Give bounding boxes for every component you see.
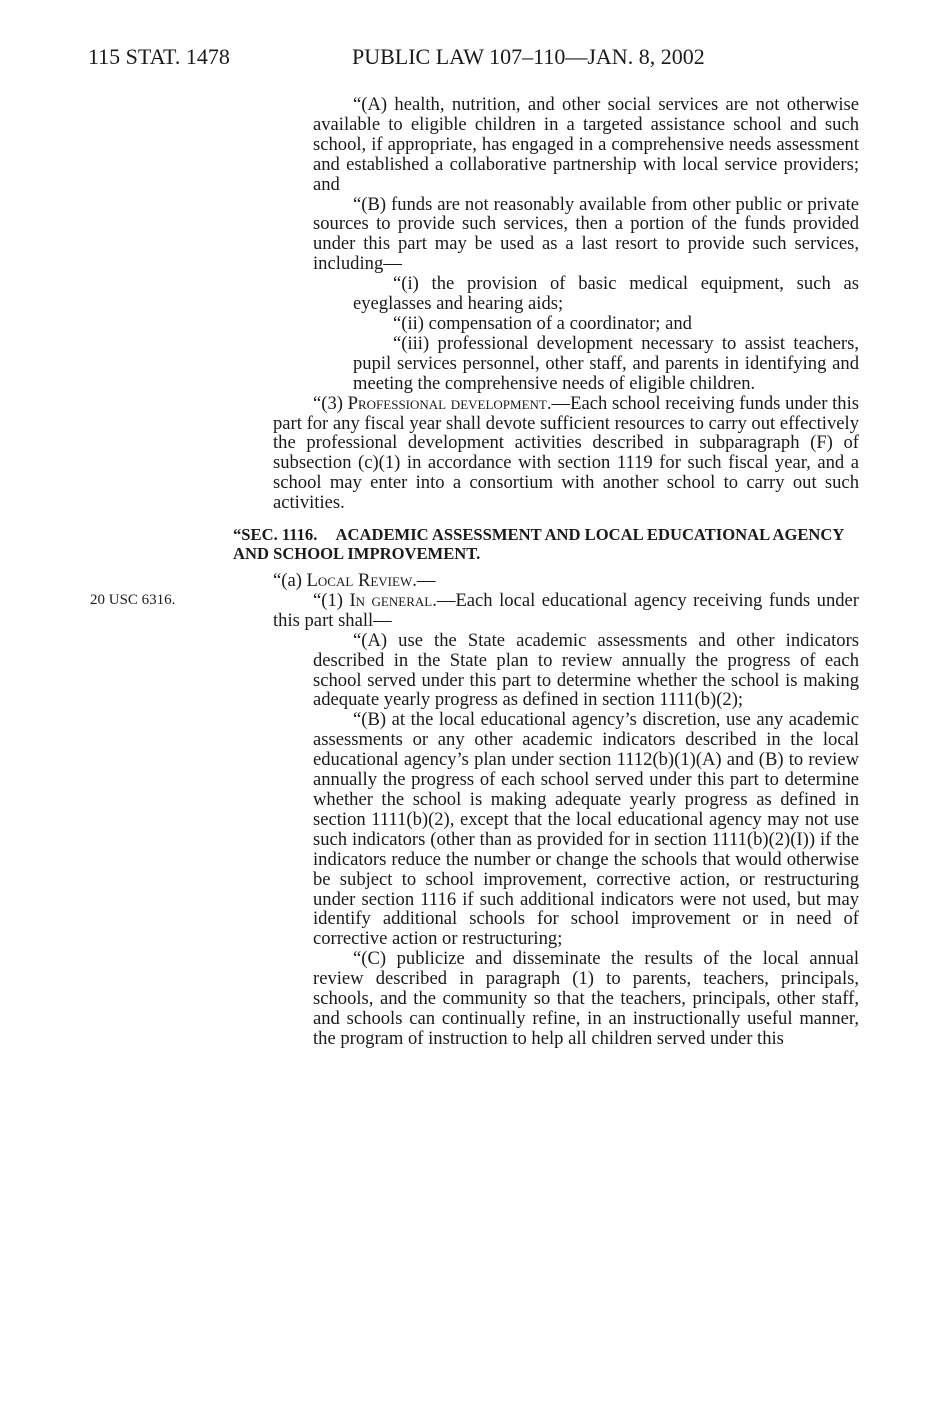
clause-ii: “(ii) compensation of a coordinator; and bbox=[393, 312, 692, 334]
paragraph-3-professional-development bbox=[273, 394, 859, 513]
a-dash: .— bbox=[412, 570, 436, 592]
clause-iii: “(iii) professional development necessary to assist teachers, pupil services personnel, other staff, and parents in identifying and meeting the comprehensive needs of eligible children. bbox=[353, 332, 859, 394]
a-lead: “(a) bbox=[273, 570, 307, 592]
paragraph-A-health: “(A) health, nutrition, and other social services are not otherwise available to eligible children in a targeted assistance school and such school, if appropriate, has engaged in a comprehensive needs assessment and established a collaborative partnership with local service providers; and bbox=[313, 94, 859, 195]
subsection-a-local-review bbox=[273, 571, 859, 591]
p1-lead: “(1) bbox=[313, 589, 350, 611]
p3-heading: Professional development bbox=[347, 392, 547, 414]
subparagraph-B-discretion: “(B) at the local educational agency’s discretion, use any academic assessments or any other academic indicators described in the local educational agency’s plan under section 1112(b)(1)(A) and (B) to review annually the progress of each school served under this part to determine whether the school is making adequate yearly progress as defined in section 1111(b)(2), except that the local educational agency may not use such indicators (other than as provided for in section 1111(b)(2)(I)) if the indicators reduce the number or change the schools that would otherwise be subject to school improvement, corrective action, or restructuring under section 1116 if such additional indicators were not used, but may identify additional schools for school improvement or in need of corrective action or restructuring; bbox=[313, 709, 859, 950]
stat-page-number: 115 STAT. 1478 bbox=[88, 44, 230, 69]
subparagraph-A-state-assessments: “(A) use the State academic assessments and other indicators described in the State plan to review annually the progress of each school served under this part to determine whether the school is making adequate yearly progress as defined in section 1111(b)(2); bbox=[313, 629, 859, 711]
section-title: ACADEMIC ASSESSMENT AND LOCAL EDUCATIONAL AGENCY AND SCHOOL IMPROVEMENT. bbox=[233, 525, 844, 564]
clause-i: “(i) the provision of basic medical equipment, such as eyeglasses and hearing aids; bbox=[353, 273, 859, 315]
paragraph-1-in-general bbox=[273, 591, 859, 631]
subparagraph-C-publicize: “(C) publicize and disseminate the results of the local annual review described in paragraph (1) to parents, teachers, principals, schools, and the community so that the teachers, principals, other staff, and schools can continually refine, in an instructionally useful manner, the program of instruction to help all children served under this bbox=[313, 948, 859, 1049]
section-label: “SEC. 1116. bbox=[233, 525, 318, 545]
paragraph-B-funds: “(B) funds are not reasonably available from other public or private sources to provide such services, then a portion of the funds provided under this part may be used as a last resort to provide such services, including— bbox=[313, 193, 859, 275]
law-title: PUBLIC LAW 107–110—JAN. 8, 2002 bbox=[352, 44, 705, 69]
a-heading: Local Review bbox=[306, 570, 413, 592]
p3-lead: “(3) bbox=[313, 392, 348, 414]
p1-heading: In general bbox=[349, 589, 433, 611]
section-heading bbox=[233, 525, 859, 563]
p1-body: .—Each local educational agency receiving funds under this part shall— bbox=[273, 589, 859, 631]
statute-text bbox=[233, 94, 859, 1049]
usc-margin-note: 20 USC 6316. bbox=[90, 592, 176, 608]
p3-body: .—Each school receiving funds under this part for any fiscal year shall devote sufficient resources to carry out effectively the professional development activities described in subparagraph (F) of subsection (c)(1) in accordance with section 1119 for such fiscal year, and a school may enter into a consortium with another school to carry out such activities. bbox=[273, 392, 859, 514]
